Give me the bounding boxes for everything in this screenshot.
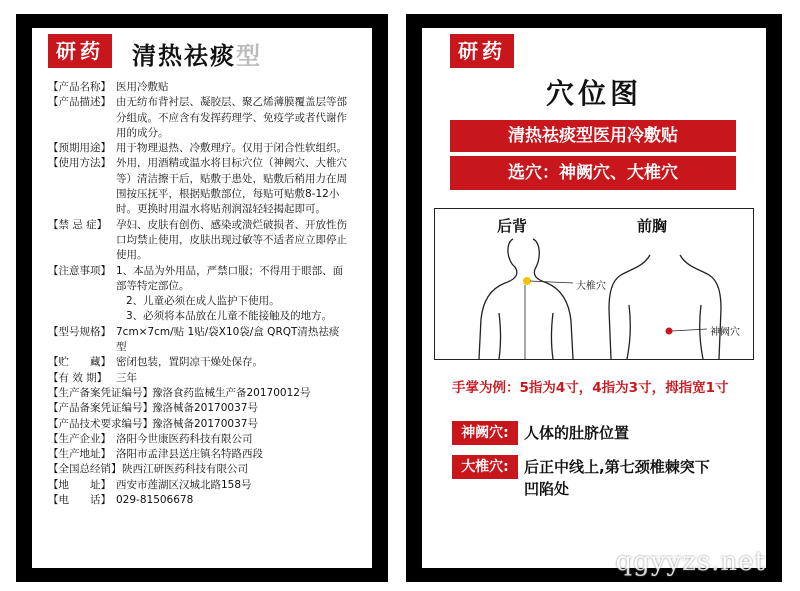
brand-logo: 研药 bbox=[48, 34, 112, 68]
info-row bbox=[48, 478, 348, 493]
info-row bbox=[48, 264, 348, 295]
info-row-label: 【地 址】 bbox=[48, 478, 111, 491]
left-card bbox=[16, 14, 388, 582]
info-row-label: 【型号规格】 bbox=[48, 325, 111, 338]
info-row-label: 【使用方法】 bbox=[48, 157, 111, 170]
dazhui-description: 后正中线上,第七颈椎棘突下凹陷处 bbox=[524, 458, 710, 498]
shenque-point-marker bbox=[666, 328, 673, 335]
product-title-faded: 型 bbox=[236, 42, 262, 70]
info-row bbox=[48, 156, 348, 217]
info-row-value: 外用，用酒精或温水将目标穴位（神阙穴、大椎穴等）清洁擦干后，贴敷于患处，贴敷后稍用力在周围按压抚平，根据贴敷部位，每贴可贴敷8-12小时。更换时用温水将贴剂润湿轻轻揭起即可。 bbox=[116, 157, 347, 216]
shenque-pointer-line bbox=[672, 329, 707, 331]
info-row-value: 豫洛械备20170037号 bbox=[152, 417, 258, 430]
info-row bbox=[48, 309, 348, 324]
shenque-description: 人体的肚脐位置 bbox=[524, 424, 630, 442]
info-row-label: 【生产地址】 bbox=[48, 448, 111, 461]
info-row-label: 【有 效 期】 bbox=[48, 371, 108, 384]
info-row bbox=[48, 355, 348, 370]
dazhui-pointer-line bbox=[530, 281, 573, 283]
site-watermark: qgyyzs.net bbox=[615, 547, 766, 577]
product-title-main: 清热祛痰 bbox=[132, 42, 236, 70]
info-row-value: 豫洛械备20170037号 bbox=[152, 402, 258, 415]
info-row-value: 密闭包装，置阴凉干燥处保存。 bbox=[116, 356, 263, 369]
dazhui-pointer-label: 大椎穴 bbox=[576, 281, 606, 292]
shenque-pointer-label: 神阙穴 bbox=[710, 327, 740, 338]
info-row bbox=[48, 447, 348, 462]
info-row-value: 029-81506678 bbox=[116, 494, 194, 507]
info-row bbox=[48, 325, 348, 356]
info-row-label: 【注意事项】 bbox=[48, 264, 111, 277]
left-card-body bbox=[32, 28, 372, 568]
info-row bbox=[48, 493, 348, 508]
dazhui-point-marker bbox=[523, 277, 531, 285]
chest-body bbox=[609, 255, 721, 359]
info-row-value: 孕妇、皮肤有创伤、感染或溃烂破损者、开放性伤口均禁止使用，皮肤出现过敏等不适者应立即停止使用。 bbox=[116, 218, 347, 262]
info-row-label: 【电 话】 bbox=[48, 494, 111, 507]
info-row bbox=[48, 80, 348, 95]
info-row-label: 【产品技术要求编号】 bbox=[48, 417, 153, 430]
info-row bbox=[48, 462, 348, 477]
info-row bbox=[48, 417, 348, 432]
info-row-value: 西安市莲湖区汉城北路158号 bbox=[116, 478, 252, 491]
palm-measure-note: 手掌为例：5指为4寸，4指为3寸，拇指宽1寸 bbox=[452, 380, 729, 396]
info-row-label: 【生产备案凭证编号】 bbox=[48, 386, 153, 399]
info-row-value: 1、本品为外用品，严禁口服；不得用于眼部、面部等特定部位。 bbox=[116, 264, 344, 292]
info-row bbox=[48, 432, 348, 447]
info-row-value: 由无纺布背衬层、凝胶层、聚乙烯薄膜覆盖层等部分组成。不应含有发挥药理学、免疫学或者代谢作用的成分。 bbox=[116, 96, 347, 139]
info-row-value: 医用冷敷贴 bbox=[116, 81, 169, 93]
right-card bbox=[406, 14, 782, 582]
info-row-label: 【预期用途】 bbox=[48, 142, 111, 155]
info-row-value: 2、儿童必须在成人监护下使用。 bbox=[126, 295, 280, 308]
info-row bbox=[48, 141, 348, 156]
info-row bbox=[48, 401, 348, 416]
info-row-label: 【产品描述】 bbox=[48, 96, 111, 109]
info-row-value: 洛阳市孟津县送庄镇名特路西段 bbox=[116, 448, 263, 461]
info-row-label: 【全国总经销】 bbox=[48, 463, 122, 476]
acupoint-figure bbox=[434, 208, 754, 360]
info-row-value: 洛阳今世康医药科技有限公司 bbox=[116, 432, 253, 445]
info-row-value: 用于物理退热、冷敷理疗。仅用于闭合性软组织。 bbox=[116, 142, 347, 155]
product-title bbox=[132, 36, 262, 71]
info-row bbox=[48, 386, 348, 401]
info-row-label: 【贮 藏】 bbox=[48, 356, 111, 369]
info-row-label: 【生产企业】 bbox=[48, 432, 111, 445]
info-row bbox=[48, 95, 348, 141]
info-row bbox=[48, 371, 348, 386]
info-row bbox=[48, 294, 348, 309]
product-info-list bbox=[48, 80, 348, 508]
info-row-value: 陕西江研医药科技有限公司 bbox=[122, 463, 248, 476]
info-row-value: 三年 bbox=[116, 371, 137, 384]
shenque-tag: 神阙穴: bbox=[452, 421, 518, 445]
back-label: 后背 bbox=[497, 217, 528, 235]
acupoint-banner: 选穴：神阙穴、大椎穴 bbox=[450, 156, 736, 190]
info-row-label: 【产品备案凭证编号】 bbox=[48, 402, 153, 415]
info-row-label: 【产品名称】 bbox=[48, 81, 111, 93]
right-card-body bbox=[422, 28, 766, 568]
dazhui-tag: 大椎穴: bbox=[452, 455, 518, 479]
info-row-value: 3、必须将本品放在儿童不能接触及的地方。 bbox=[126, 310, 333, 323]
acupoint-heading: 穴位图 bbox=[545, 77, 642, 110]
product-banner: 清热祛痰型医用冷敷贴 bbox=[450, 120, 736, 152]
back-body bbox=[479, 239, 573, 359]
info-row-value: 豫洛食药监械生产备20170012号 bbox=[152, 386, 311, 399]
chest-label: 前胸 bbox=[637, 217, 668, 235]
info-row bbox=[48, 218, 348, 264]
info-row-value: 7cm×7cm/贴 1贴/袋X10袋/盒 QRQT清热祛痰型 bbox=[116, 325, 340, 354]
info-row-label: 【禁 忌 症】 bbox=[48, 218, 108, 231]
brand-logo-right: 研药 bbox=[450, 34, 514, 68]
